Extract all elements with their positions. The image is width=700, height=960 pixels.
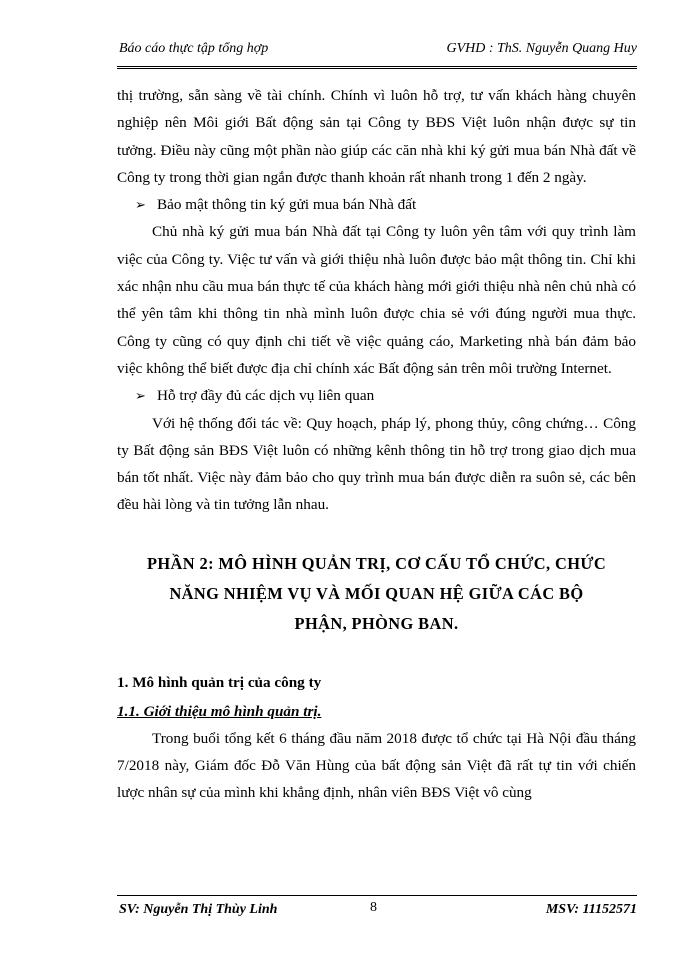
header-report-title: Báo cáo thực tập tổng hợp [119, 41, 269, 56]
page-body [117, 82, 636, 807]
bullet-item-services [117, 382, 636, 409]
part-title [117, 549, 636, 639]
part-title-line: PHẦN 2: MÔ HÌNH QUẢN TRỊ, CƠ CẤU TỔ CHỨC, CHỨC [146, 553, 607, 573]
page-number: 8 [370, 900, 377, 915]
arrow-bullet-icon: ➢ [135, 197, 146, 213]
arrow-bullet-icon: ➢ [135, 388, 146, 404]
page-header [117, 38, 637, 69]
paragraph-market: thị trường, sẵn sàng về tài chính. Chính vì luôn hỗ trợ, tư vấn khách hàng chuyên nghiệp nên Môi giới Bất động sản tại Công ty BĐS Việt luôn nhận được sự tin tưởng. Điều này cũng một phần nào giúp các căn nhà khi ký gửi mua bán Nhà đất về Công ty trong thời gian ngắn được thanh khoản rất nhanh trong 1 đến 2 ngày. [117, 87, 636, 186]
part-title-line: PHẬN, PHÒNG BAN. [294, 613, 459, 633]
paragraph-summary: Trong buổi tổng kết 6 tháng đầu năm 2018 được tổ chức tại Hà Nội đầu tháng 7/2018 này, Giám đốc Đỗ Văn Hùng của bất động sản Việt đã rất tự tin với chiến lược nhân sự của mình khi khẳng định, nhân viên BĐS Việt vô cùng [117, 729, 636, 802]
bullet-item-privacy [117, 191, 636, 218]
paragraph-privacy: Chủ nhà ký gửi mua bán Nhà đất tại Công ty luôn yên tâm với quy trình làm việc của Công ty. Việc tư vấn và giới thiệu nhà luôn được bảo mật thông tin. Chỉ khi xác nhận nhu cầu mua bán thực tế của khách hàng mới giới thiệu nhà nên chủ nhà có thể yên tâm khi thông tin nhà mình luôn được chia sẻ với đúng người mua thực. Công ty cũng có quy định chi tiết về việc quảng cáo, Marketing nhà bán đảm bảo việc không thể biết được địa chỉ chính xác Bất động sản trên môi trường Internet. [117, 223, 636, 377]
page-footer [117, 895, 637, 917]
bullet-text: Bảo mật thông tin ký gửi mua bán Nhà đất [157, 196, 417, 214]
part-title-line: NĂNG NHIỆM VỤ VÀ MỐI QUAN HỆ GIỮA CÁC BỘ [169, 583, 584, 603]
bullet-text: Hỗ trợ đầy đủ các dịch vụ liên quan [157, 387, 375, 405]
section-heading: 1. Mô hình quản trị của công ty [117, 673, 322, 691]
subsection-heading: 1.1. Giới thiệu mô hình quản trị. [117, 702, 322, 720]
footer-student-id: MSV: 11152571 [545, 902, 637, 917]
paragraph-services: Với hệ thống đối tác về: Quy hoạch, pháp lý, phong thủy, công chứng… Công ty Bất động sản BĐS Việt luôn có những kênh thông tin hỗ trợ trong giao dịch mua bán tốt nhất. Việc này đảm bảo cho quy trình mua bán được diễn ra suôn sẻ, các bên đều hài lòng và tin tưởng lẫn nhau. [117, 414, 636, 514]
header-supervisor: GVHD : ThS. Nguyễn Quang Huy [446, 41, 637, 56]
footer-student-name: SV: Nguyễn Thị Thùy Linh [119, 902, 278, 917]
